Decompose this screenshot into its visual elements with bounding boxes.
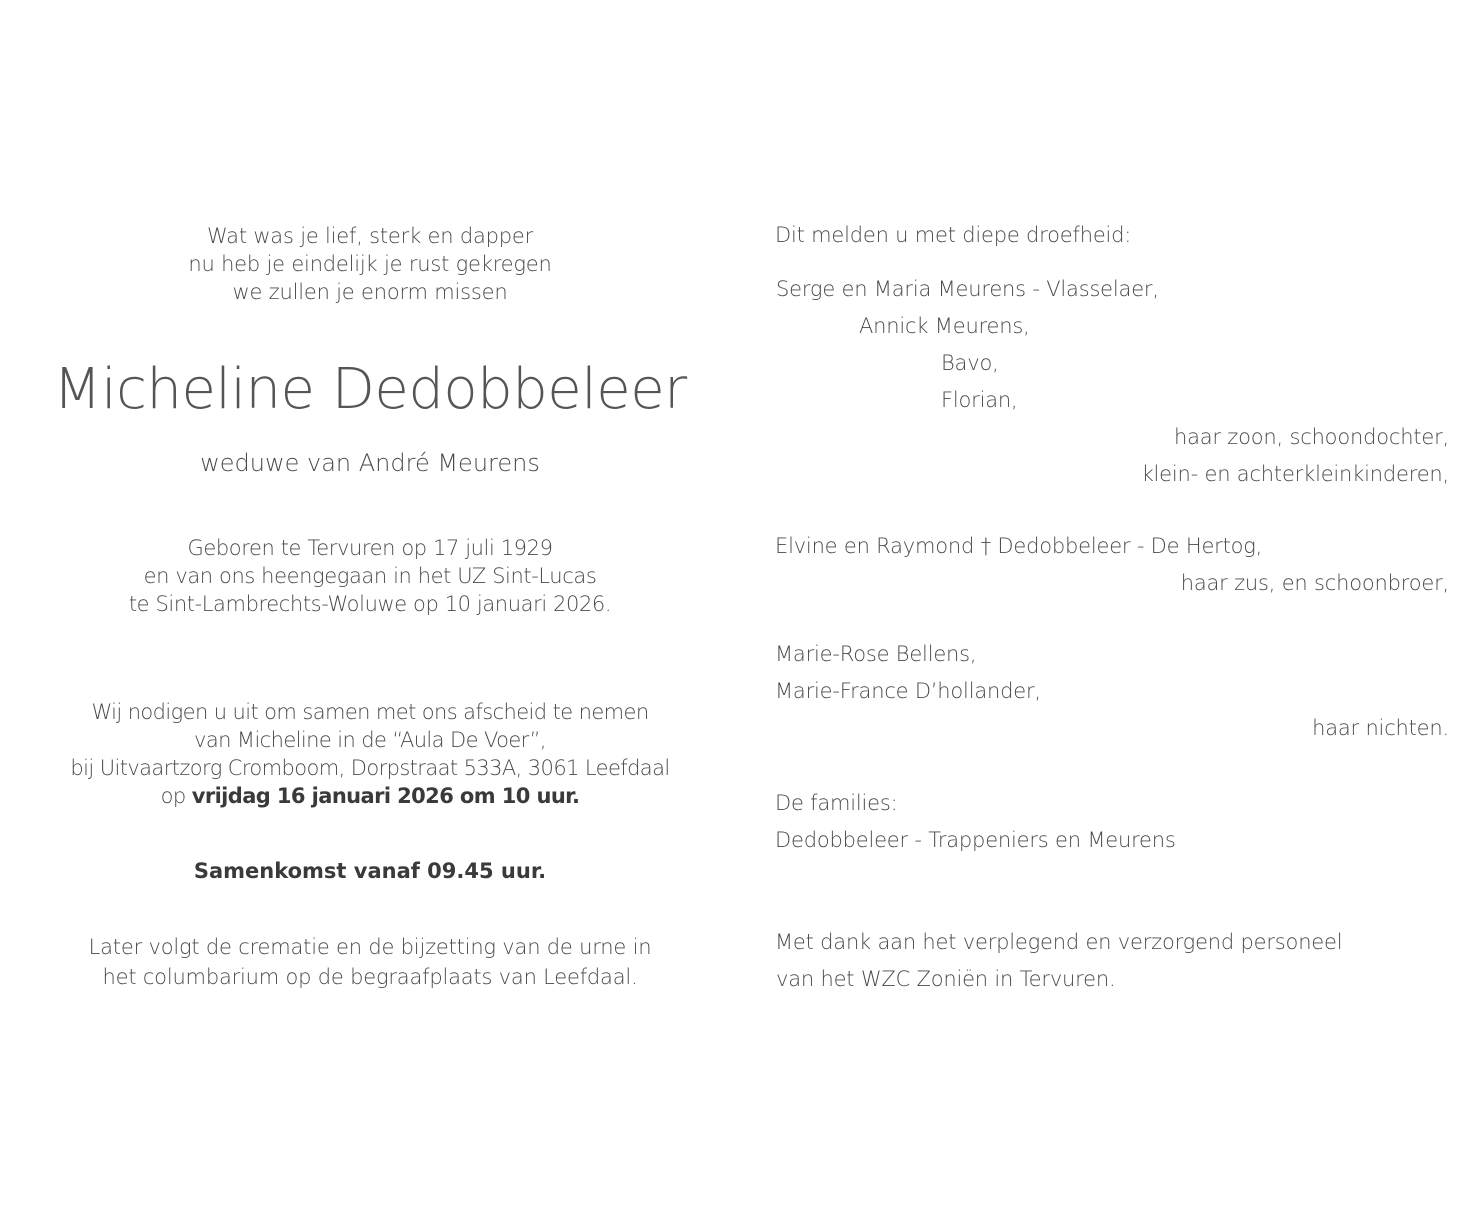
intro-line: Dit melden u met diepe droefheid: bbox=[775, 223, 1132, 247]
cremation-line: Later volgt de crematie en de bijzetting van de urne in bbox=[88, 935, 652, 959]
poem-line: Wat was je lief, sterk en dapper bbox=[206, 224, 534, 248]
cremation-note bbox=[40, 932, 700, 992]
families-label: De families: bbox=[775, 791, 898, 815]
ceremony-date: vrijdag 16 januari 2026 om 10 uur. bbox=[191, 784, 580, 808]
widow-line: weduwe van André Meurens bbox=[200, 449, 540, 477]
deceased-name: Micheline Dedobbeleer bbox=[53, 357, 687, 422]
birth-line: te Sint-Lambrechts-Woluwe op 10 januari 2026. bbox=[128, 592, 612, 616]
relation-line: haar zoon, schoondochter, bbox=[1173, 425, 1449, 449]
family-name: Bavo, bbox=[941, 351, 999, 375]
invitation-line: Wij nodigen u uit om samen met ons afscheid te nemen bbox=[91, 700, 649, 724]
family-name: Serge en Maria Meurens - Vlasselaer, bbox=[776, 277, 1159, 301]
poem-line: nu heb je eindelijk je rust gekregen bbox=[188, 252, 552, 276]
relation-line: klein- en achterkleinkinderen, bbox=[1141, 462, 1449, 486]
invitation-line: bij Uitvaartzorg Cromboom, Dorpstraat 533A, 3061 Leefdaal bbox=[70, 756, 670, 780]
cremation-line: het columbarium op de begraafplaats van Leefdaal. bbox=[102, 965, 638, 989]
birth-line: Geboren te Tervuren op 17 juli 1929 bbox=[187, 536, 553, 560]
poem-line: we zullen je enorm missen bbox=[232, 280, 508, 304]
invitation-line bbox=[40, 782, 700, 810]
relation-line: haar zus, en schoonbroer, bbox=[1180, 571, 1449, 595]
family-name: Florian, bbox=[941, 388, 1018, 412]
thanks-line: Met dank aan het verplegend en verzorgend personeel bbox=[775, 930, 1343, 954]
invitation-line: van Micheline in de “Aula De Voer”, bbox=[194, 728, 546, 752]
family-name: Annick Meurens, bbox=[859, 314, 1030, 338]
thanks-line: van het WZC Zoniën in Tervuren. bbox=[776, 967, 1116, 991]
poem bbox=[40, 222, 700, 306]
invitation-prefix: op bbox=[160, 784, 186, 808]
relation-line: haar nichten. bbox=[1312, 716, 1449, 740]
family-name: Elvine en Raymond † Dedobbeleer - De Hertog, bbox=[775, 534, 1263, 558]
families-names: Dedobbeleer - Trappeniers en Meurens bbox=[775, 828, 1176, 852]
family-name: Marie-Rose Bellens, bbox=[775, 642, 977, 666]
birth-line: en van ons heengegaan in het UZ Sint-Lucas bbox=[143, 564, 597, 588]
birth-death-info bbox=[40, 534, 700, 618]
gathering bbox=[40, 857, 700, 885]
invitation bbox=[40, 698, 700, 810]
family-name: Marie-France D’hollander, bbox=[775, 679, 1041, 703]
gathering-time: Samenkomst vanaf 09.45 uur. bbox=[193, 859, 547, 883]
